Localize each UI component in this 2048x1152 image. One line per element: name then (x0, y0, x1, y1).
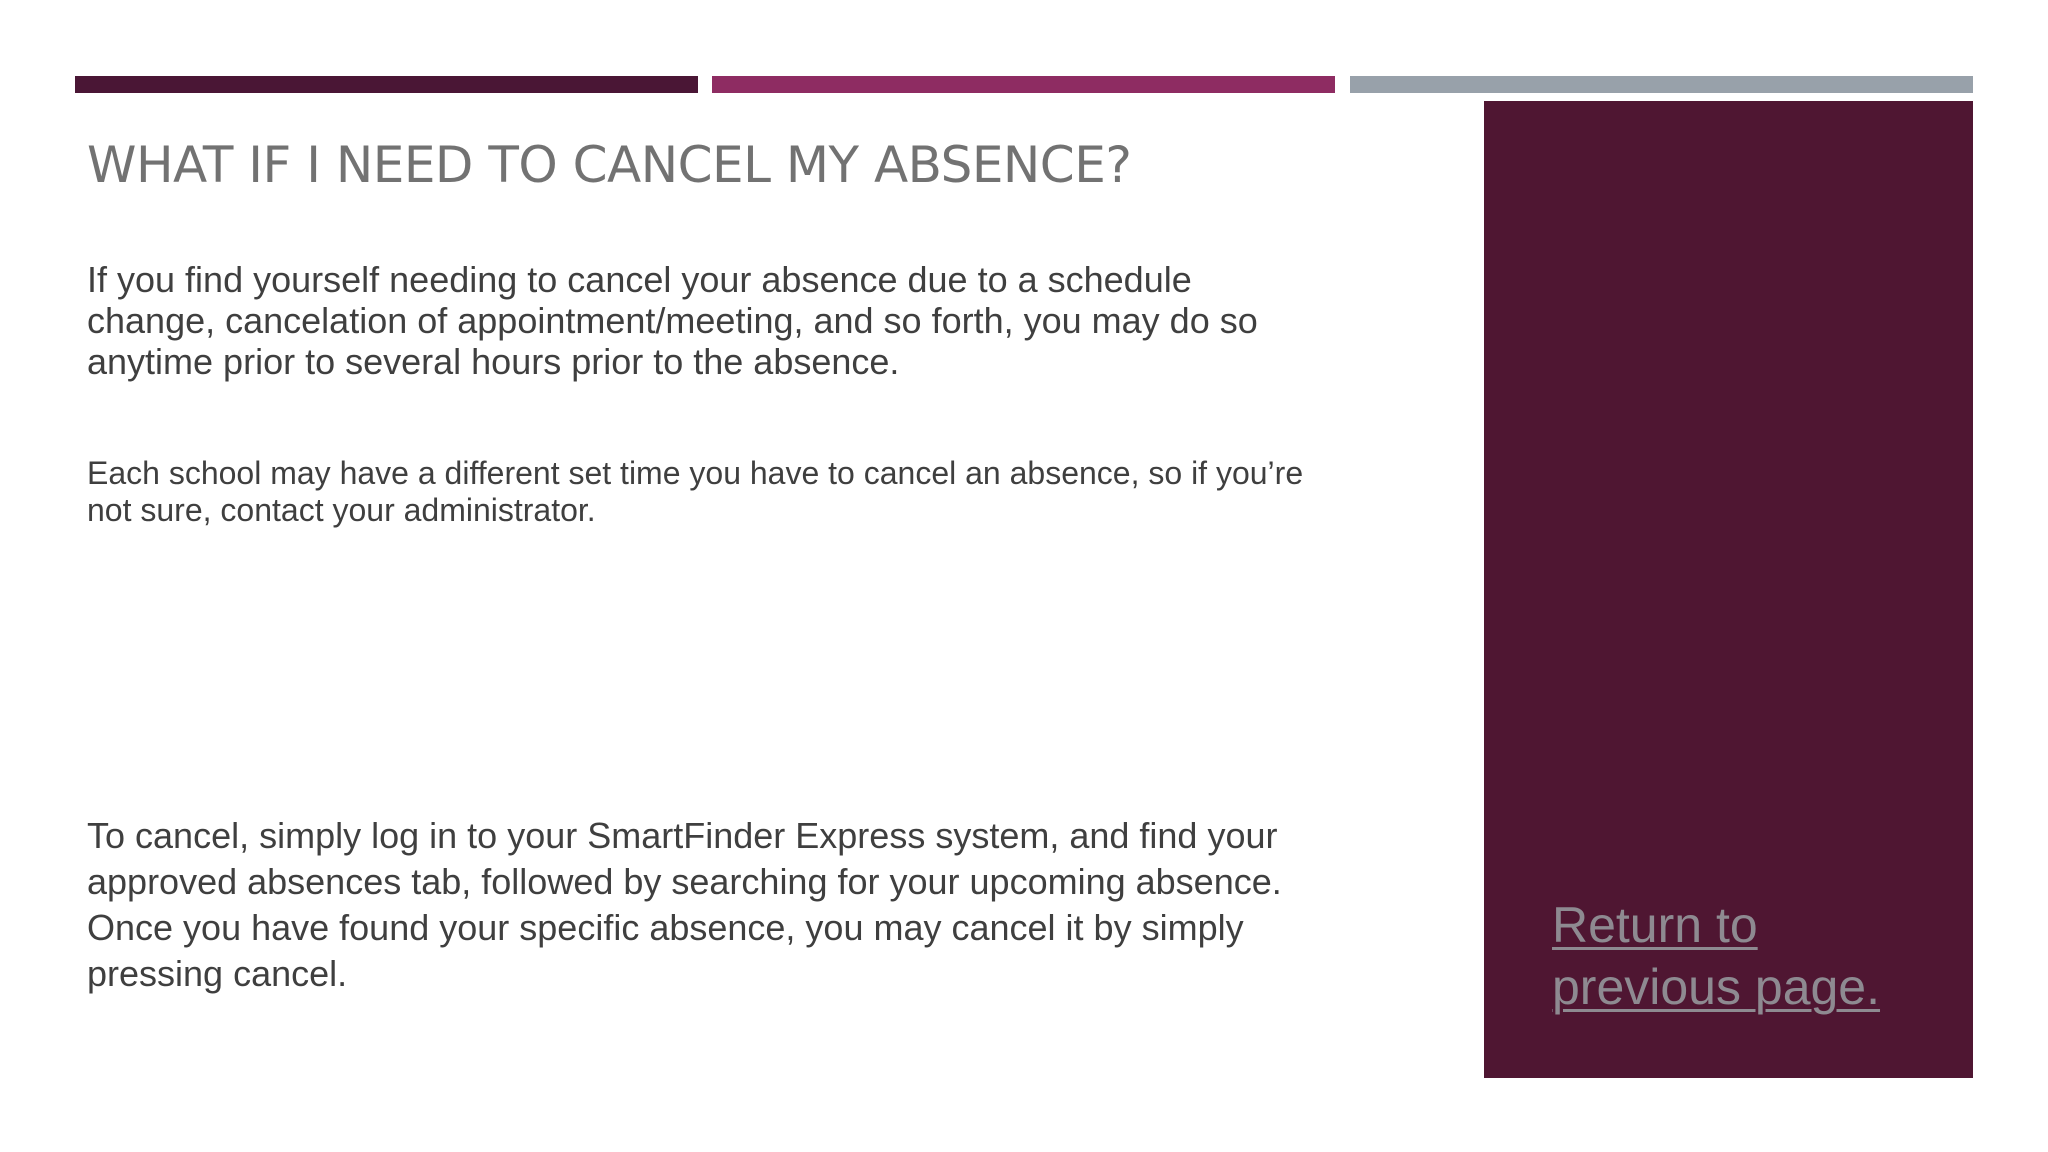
slide-title: WHAT IF I NEED TO CANCEL MY ABSENCE? (87, 136, 1132, 194)
side-panel (1484, 101, 1973, 1078)
accent-bar-dark-plum (75, 76, 698, 93)
return-to-previous-page-link[interactable]: Return to previous page. (1552, 897, 1881, 1015)
accent-bar-gray (1350, 76, 1973, 93)
paragraph-cancel-instructions: To cancel, simply log in to your SmartFinder Express system, and find your approved absences tab, followed by searching for your upcoming absence. Once you have found your specific absence, you may cancel it by simply pressing cancel. (87, 815, 1282, 994)
paragraph-school-policy: Each school may have a different set time you have to cancel an absence, so if you’re not sure, contact your administrator. (87, 455, 1304, 528)
accent-bar-magenta (712, 76, 1335, 93)
paragraph-cancel-timing: If you find yourself needing to cancel your absence due to a schedule change, cancelation of appointment/meeting, and so forth, you may do so anytime prior to several hours prior to the absence. (87, 259, 1258, 382)
